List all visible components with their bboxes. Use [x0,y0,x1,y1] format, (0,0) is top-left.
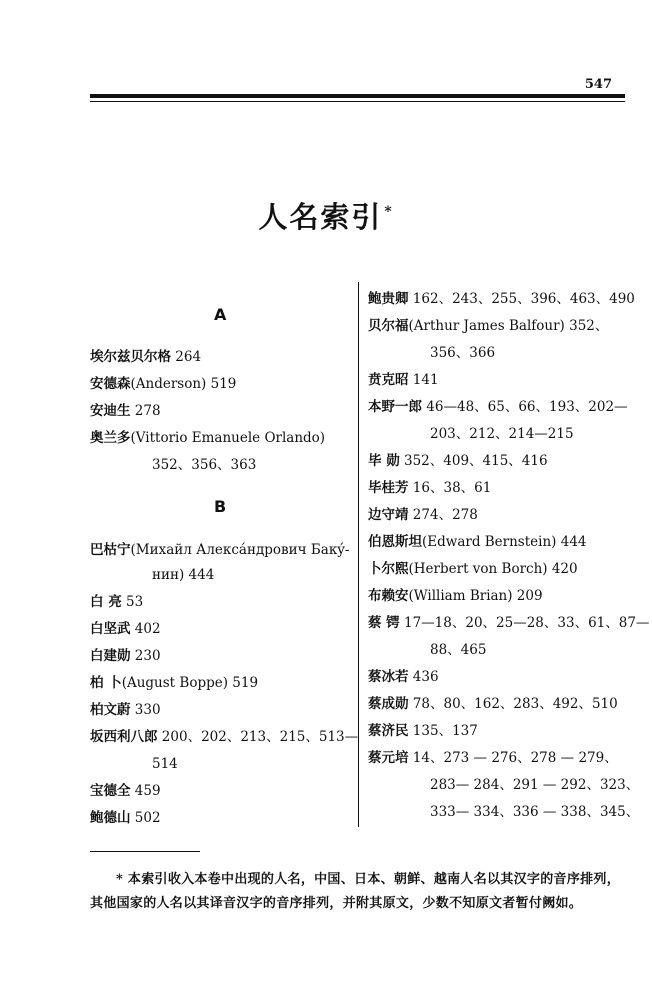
entry-name: 鲍贵卿 [368,291,409,307]
entry-pages: 135、137 [412,723,478,739]
entry-pages: (Edward Bernstein) 444 [422,534,587,550]
entry-pages: 78、80、162、283、492、510 [412,696,618,712]
footnote-rule [90,851,200,852]
index-entry [368,290,635,308]
footnote: * 本索引收入本卷中出现的人名，中国、日本、朝鲜、越南人名以其汉字的音序排列，其他国家的人名以其译音汉字的音序排列，并附其原文，少数不知原文者暂付阙如。 [90,872,621,911]
header-rule-thick [90,94,625,98]
entry-name: 安德森 [90,376,131,392]
entry-pages: 356、366 [430,345,496,361]
entry-pages: (William Brian) 209 [408,588,543,604]
entry-name: 奥兰多 [90,430,131,446]
index-entry [90,593,143,611]
entry-name: 白 亮 [90,594,122,610]
entry-pages: (Михайл Алексáндрович Бакý- [130,542,350,558]
entry-pages: 264 [175,349,202,365]
entry-name: 蔡冰若 [368,669,409,685]
index-entry [90,541,349,559]
entry-pages: (August Boppe) 519 [121,675,259,691]
index-entry [368,533,587,551]
entry-pages: 436 [412,669,439,685]
entry-pages: 333— 334、336 — 338、345、 [430,804,640,820]
index-entry-continuation [430,803,639,821]
entry-pages: 46—48、65、66、193、202— [426,399,628,415]
index-entry [90,402,161,420]
index-entry [368,479,491,497]
entry-pages: 203、212、214—215 [430,426,574,442]
index-entry [90,728,358,746]
index-entry-continuation [152,755,178,773]
entry-name: 本野一郎 [368,399,422,415]
section-letter: A [214,305,227,324]
entry-name: 白坚武 [90,621,131,637]
entry-name: 卜尔熙 [368,561,409,577]
index-entry-continuation [430,641,486,659]
index-entry [368,506,478,524]
entry-name: 贲克昭 [368,372,409,388]
entry-name: 蔡成勋 [368,696,409,712]
entry-name: 鲍德山 [90,810,131,826]
entry-name: 伯恩斯坦 [368,534,422,550]
entry-pages: 162、243、255、396、463、490 [412,291,635,307]
entry-name: 坂西利八郎 [90,729,158,745]
page-number: 547 [584,77,612,92]
entry-pages: (Arthur James Balfour) 352、 [408,318,609,334]
index-entry [368,317,608,335]
index-entry [90,647,161,665]
entry-pages: 330 [134,702,161,718]
column-divider [358,282,359,827]
index-entry-continuation [152,456,256,474]
index-entry [90,375,236,393]
index-entry-continuation [430,776,639,794]
entry-name: 蔡 锷 [368,615,400,631]
section-letter: B [214,497,227,516]
entry-name: 蔡济民 [368,723,409,739]
title-footnote-mark: * [384,204,394,221]
index-entry [368,371,439,389]
entry-pages: 141 [412,372,439,388]
index-entry [90,782,161,800]
entry-pages: 200、202、213、215、513— [161,729,359,745]
entry-pages: нин) 444 [152,567,215,583]
entry-pages: 502 [134,810,161,826]
index-entry [90,429,325,447]
entry-name: 埃尔兹贝尔格 [90,349,171,365]
index-entry [368,749,618,767]
index-entry [90,701,161,719]
index-entry-continuation [152,566,214,584]
header-rule-thin [90,101,625,102]
entry-pages: (Anderson) 519 [130,376,237,392]
entry-name: 宝德全 [90,783,131,799]
entry-pages: 14、273 — 276、278 — 279、 [412,750,618,766]
entry-pages: 402 [134,621,161,637]
index-entry [90,348,201,366]
entry-pages: 88、465 [430,642,487,658]
entry-pages: 514 [152,756,178,772]
entry-pages: 16、38、61 [412,480,492,496]
index-entry [368,398,628,416]
entry-name: 安迪生 [90,403,131,419]
entry-name: 布赖安 [368,588,409,604]
entry-pages: 352、409、415、416 [404,453,548,469]
entry-pages: 283— 284、291 — 292、323、 [430,777,640,793]
index-entry [90,620,161,638]
entry-pages: 352、356、363 [152,457,257,473]
index-entry [368,452,548,470]
entry-name: 巴枯宁 [90,542,131,558]
index-entry [368,695,618,713]
index-entry [90,674,258,692]
entry-pages: (Herbert von Borch) 420 [408,561,578,577]
index-entry [90,809,161,827]
entry-pages: 17—18、20、25—28、33、61、87— [404,615,650,631]
index-entry-continuation [430,344,495,362]
entry-name: 贝尔福 [368,318,409,334]
entry-name: 柏文蔚 [90,702,131,718]
index-entry [368,587,543,605]
entry-pages: (Vittorio Emanuele Orlando) [130,430,326,446]
entry-pages: 230 [134,648,161,664]
index-entry-continuation [430,425,574,443]
entry-pages: 274、278 [412,507,478,523]
entry-pages: 53 [126,594,144,610]
index-entry [368,614,649,632]
entry-name: 边守靖 [368,507,409,523]
page-title [0,195,652,236]
index-entry [368,560,578,578]
index-entry [368,668,439,686]
entry-name: 蔡元培 [368,750,409,766]
title-text: 人名索引 [258,200,383,234]
entry-name: 毕 勋 [368,453,400,469]
entry-pages: 278 [134,403,161,419]
entry-name: 白建勋 [90,648,131,664]
entry-name: 柏 卜 [90,675,122,691]
entry-name: 毕桂芳 [368,480,409,496]
entry-pages: 459 [134,783,161,799]
index-entry [368,722,478,740]
